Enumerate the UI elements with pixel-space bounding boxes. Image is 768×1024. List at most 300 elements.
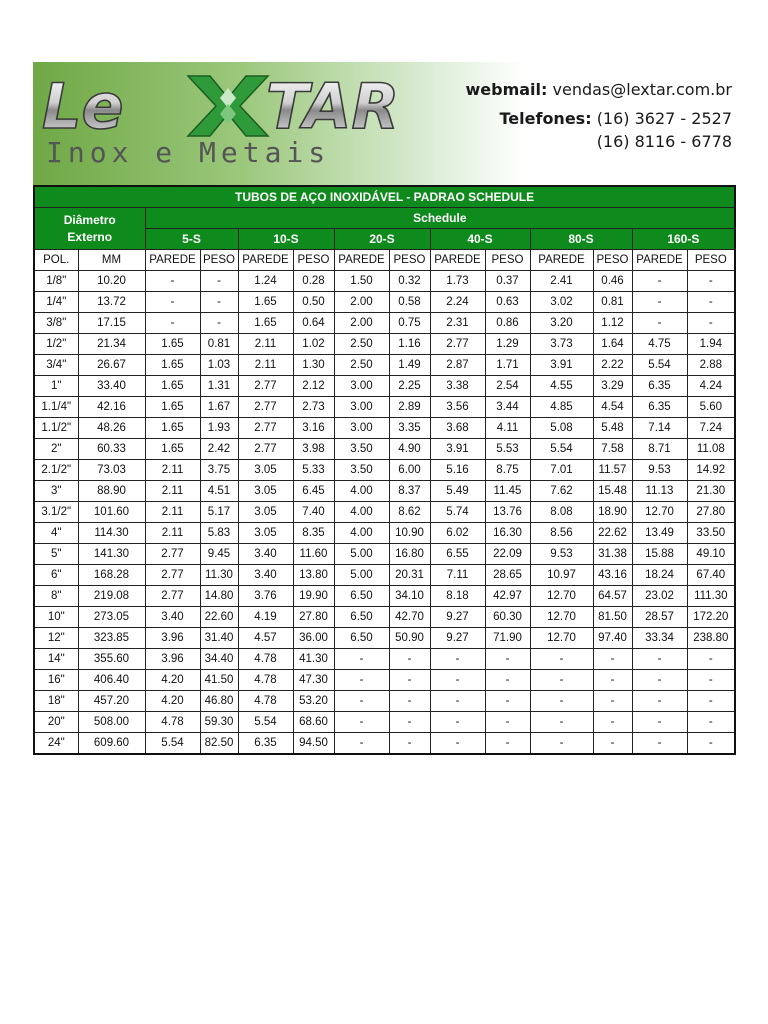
cell-parede: 15.88 (632, 544, 687, 565)
col-header-mm: MM (78, 250, 145, 271)
cell-parede: 4.78 (238, 649, 293, 670)
cell-parede: 3.00 (334, 418, 389, 439)
cell-peso: - (687, 292, 735, 313)
cell-peso: - (485, 670, 530, 691)
cell-peso: 0.86 (485, 313, 530, 334)
col-header-peso: PESO (293, 250, 334, 271)
cell-parede: - (530, 733, 593, 755)
table-row (34, 733, 735, 755)
cell-parede: 3.96 (145, 628, 200, 649)
cell-peso: 2.42 (200, 439, 238, 460)
cell-parede: 2.50 (334, 355, 389, 376)
cell-peso: - (687, 271, 735, 292)
cell-peso: - (200, 271, 238, 292)
cell-peso: - (389, 691, 430, 712)
cell-parede: 3.05 (238, 502, 293, 523)
cell-parede: 2.77 (145, 544, 200, 565)
cell-peso: 53.20 (293, 691, 334, 712)
cell-peso: 71.90 (485, 628, 530, 649)
cell-peso: 2.89 (389, 397, 430, 418)
cell-parede: - (632, 670, 687, 691)
table-row (34, 565, 735, 586)
cell-peso: 11.60 (293, 544, 334, 565)
cell-mm: 114.30 (78, 523, 145, 544)
cell-peso: 81.50 (593, 607, 632, 628)
cell-pol: 1.1/2" (34, 418, 78, 439)
cell-parede: 3.05 (238, 481, 293, 502)
table-row (34, 481, 735, 502)
cell-parede: 6.50 (334, 628, 389, 649)
cell-peso: - (593, 712, 632, 733)
cell-parede: - (334, 691, 389, 712)
cell-parede: 6.35 (632, 397, 687, 418)
cell-peso: 11.57 (593, 460, 632, 481)
table-row (34, 670, 735, 691)
cell-peso: 4.51 (200, 481, 238, 502)
cell-pol: 2.1/2" (34, 460, 78, 481)
cell-pol: 3.1/2" (34, 502, 78, 523)
cell-parede: - (430, 649, 485, 670)
cell-parede: 6.35 (238, 733, 293, 755)
cell-peso: 1.71 (485, 355, 530, 376)
cell-parede: 9.53 (530, 544, 593, 565)
cell-parede: 3.76 (238, 586, 293, 607)
cell-peso: 64.57 (593, 586, 632, 607)
cell-parede: 3.40 (145, 607, 200, 628)
cell-parede: 6.50 (334, 586, 389, 607)
schedule-header: Schedule (145, 208, 735, 229)
cell-parede: - (530, 649, 593, 670)
schedule-table (33, 185, 736, 755)
cell-parede: 2.11 (145, 502, 200, 523)
table-title: TUBOS DE AÇO INOXIDÁVEL - PADRAO SCHEDULE (34, 186, 735, 208)
cell-mm: 273.05 (78, 607, 145, 628)
cell-mm: 457.20 (78, 691, 145, 712)
table-row (34, 628, 735, 649)
cell-parede: 3.73 (530, 334, 593, 355)
cell-peso: 18.90 (593, 502, 632, 523)
cell-parede: 3.68 (430, 418, 485, 439)
table-row (34, 355, 735, 376)
phone-1: (16) 3627 - 2527 (596, 109, 732, 128)
cell-parede: 2.00 (334, 313, 389, 334)
phone-row-1 (465, 107, 732, 130)
cell-parede: 18.24 (632, 565, 687, 586)
cell-parede: 5.54 (145, 733, 200, 755)
table-row (34, 502, 735, 523)
col-header-peso: PESO (485, 250, 530, 271)
cell-parede: 2.11 (145, 523, 200, 544)
cell-parede: 2.50 (334, 334, 389, 355)
cell-peso: 6.45 (293, 481, 334, 502)
cell-pol: 1/2" (34, 334, 78, 355)
schedule-20-s: 20-S (334, 229, 430, 250)
cell-parede: 2.24 (430, 292, 485, 313)
cell-peso: - (687, 670, 735, 691)
schedule-160-s: 160-S (632, 229, 735, 250)
cell-parede: 4.20 (145, 691, 200, 712)
cell-mm: 141.30 (78, 544, 145, 565)
cell-mm: 21.34 (78, 334, 145, 355)
cell-mm: 73.03 (78, 460, 145, 481)
cell-parede: 5.54 (530, 439, 593, 460)
cell-pol: 16" (34, 670, 78, 691)
table-row (34, 271, 735, 292)
cell-parede: 6.50 (334, 607, 389, 628)
cell-parede: 4.55 (530, 376, 593, 397)
cell-peso: - (687, 313, 735, 334)
cell-peso: - (593, 733, 632, 755)
cell-peso: - (200, 292, 238, 313)
cell-peso: 1.16 (389, 334, 430, 355)
cell-peso: - (485, 733, 530, 755)
cell-parede: 8.18 (430, 586, 485, 607)
cell-peso: - (687, 712, 735, 733)
cell-peso: 8.35 (293, 523, 334, 544)
cell-peso: 9.45 (200, 544, 238, 565)
logo-subtitle: Inox e Metais (46, 136, 331, 166)
diameter-label-line2: Externo (67, 229, 113, 244)
cell-parede: 1.65 (145, 334, 200, 355)
column-subheader-row (34, 250, 735, 271)
cell-parede: - (145, 313, 200, 334)
cell-parede: - (632, 691, 687, 712)
cell-parede: 9.27 (430, 607, 485, 628)
cell-peso: 10.90 (389, 523, 430, 544)
cell-pol: 24" (34, 733, 78, 755)
cell-peso: 22.60 (200, 607, 238, 628)
table-row (34, 607, 735, 628)
cell-parede: 33.34 (632, 628, 687, 649)
diameter-label-line1: Diâmetro (63, 212, 116, 227)
cell-parede: 4.85 (530, 397, 593, 418)
cell-peso: 33.50 (687, 523, 735, 544)
col-header-parede: PAREDE (238, 250, 293, 271)
cell-peso: 3.98 (293, 439, 334, 460)
table-row (34, 460, 735, 481)
table-row (34, 397, 735, 418)
cell-parede: 1.65 (238, 313, 293, 334)
table-row (34, 292, 735, 313)
cell-parede: 9.27 (430, 628, 485, 649)
cell-mm: 10.20 (78, 271, 145, 292)
cell-parede: 10.97 (530, 565, 593, 586)
cell-pol: 14" (34, 649, 78, 670)
col-header-peso: PESO (687, 250, 735, 271)
cell-peso: - (687, 649, 735, 670)
cell-peso: 13.80 (293, 565, 334, 586)
cell-peso: 28.65 (485, 565, 530, 586)
col-header-parede: PAREDE (530, 250, 593, 271)
cell-peso: 5.48 (593, 418, 632, 439)
cell-peso: 1.67 (200, 397, 238, 418)
cell-peso: 0.81 (593, 292, 632, 313)
cell-peso: 5.60 (687, 397, 735, 418)
cell-peso: - (389, 649, 430, 670)
cell-peso: 46.80 (200, 691, 238, 712)
cell-parede: 1.65 (145, 418, 200, 439)
cell-peso: 22.09 (485, 544, 530, 565)
cell-parede: 1.73 (430, 271, 485, 292)
cell-parede: - (145, 271, 200, 292)
cell-peso: 16.80 (389, 544, 430, 565)
table-row (34, 418, 735, 439)
cell-peso: 1.30 (293, 355, 334, 376)
cell-parede: 6.35 (632, 376, 687, 397)
phone-row-2 (465, 130, 732, 153)
cell-parede: 3.02 (530, 292, 593, 313)
cell-parede: 7.14 (632, 418, 687, 439)
cell-parede: 2.87 (430, 355, 485, 376)
cell-parede: 8.08 (530, 502, 593, 523)
col-header-parede: PAREDE (145, 250, 200, 271)
cell-parede: - (334, 670, 389, 691)
cell-peso: 7.58 (593, 439, 632, 460)
cell-peso: 111.30 (687, 586, 735, 607)
cell-peso: 1.03 (200, 355, 238, 376)
cell-peso: 2.73 (293, 397, 334, 418)
cell-peso: 14.80 (200, 586, 238, 607)
cell-peso: 41.50 (200, 670, 238, 691)
table-row (34, 586, 735, 607)
lextar-logo (38, 70, 428, 166)
cell-pol: 18" (34, 691, 78, 712)
cell-peso: 19.90 (293, 586, 334, 607)
cell-peso: 42.70 (389, 607, 430, 628)
cell-parede: 2.31 (430, 313, 485, 334)
cell-parede: 2.11 (238, 355, 293, 376)
cell-mm: 355.60 (78, 649, 145, 670)
schedule-5-s: 5-S (145, 229, 238, 250)
cell-parede: 3.38 (430, 376, 485, 397)
schedule-10-s: 10-S (238, 229, 334, 250)
cell-peso: 22.62 (593, 523, 632, 544)
cell-peso: 60.30 (485, 607, 530, 628)
cell-parede: 12.70 (530, 628, 593, 649)
cell-parede: 4.20 (145, 670, 200, 691)
table-row (34, 544, 735, 565)
col-header-peso: PESO (389, 250, 430, 271)
cell-peso: 31.38 (593, 544, 632, 565)
cell-peso: 11.08 (687, 439, 735, 460)
cell-peso: 21.30 (687, 481, 735, 502)
cell-parede: 2.77 (238, 439, 293, 460)
cell-parede: 2.77 (430, 334, 485, 355)
cell-peso: 2.22 (593, 355, 632, 376)
cell-parede: 11.13 (632, 481, 687, 502)
cell-parede: 3.50 (334, 439, 389, 460)
cell-peso: 0.37 (485, 271, 530, 292)
cell-peso: 13.76 (485, 502, 530, 523)
cell-peso: 3.29 (593, 376, 632, 397)
cell-peso: - (687, 733, 735, 755)
cell-mm: 323.85 (78, 628, 145, 649)
cell-peso: 16.30 (485, 523, 530, 544)
diameter-header (34, 208, 145, 250)
cell-peso: 0.50 (293, 292, 334, 313)
cell-peso: 1.29 (485, 334, 530, 355)
cell-parede: 2.77 (238, 397, 293, 418)
cell-peso: 1.12 (593, 313, 632, 334)
cell-parede: 4.57 (238, 628, 293, 649)
cell-peso: 15.48 (593, 481, 632, 502)
cell-peso: 47.30 (293, 670, 334, 691)
cell-parede: 4.75 (632, 334, 687, 355)
cell-mm: 17.15 (78, 313, 145, 334)
cell-parede: 1.65 (145, 355, 200, 376)
cell-peso: - (687, 691, 735, 712)
cell-parede: - (334, 712, 389, 733)
cell-pol: 3" (34, 481, 78, 502)
cell-pol: 1/4" (34, 292, 78, 313)
cell-parede: 1.65 (145, 439, 200, 460)
cell-parede: 7.01 (530, 460, 593, 481)
webmail-value: vendas@lextar.com.br (552, 80, 732, 99)
cell-parede: 1.65 (145, 376, 200, 397)
cell-mm: 48.26 (78, 418, 145, 439)
cell-peso: 0.75 (389, 313, 430, 334)
cell-parede: 2.11 (145, 481, 200, 502)
cell-parede: 13.49 (632, 523, 687, 544)
cell-mm: 13.72 (78, 292, 145, 313)
cell-parede: 8.71 (632, 439, 687, 460)
cell-peso: 27.80 (293, 607, 334, 628)
cell-parede: 4.00 (334, 502, 389, 523)
cell-peso: - (593, 670, 632, 691)
cell-pol: 12" (34, 628, 78, 649)
cell-peso: 41.30 (293, 649, 334, 670)
cell-peso: 1.93 (200, 418, 238, 439)
cell-parede: - (632, 712, 687, 733)
cell-peso: 67.40 (687, 565, 735, 586)
cell-parede: 5.49 (430, 481, 485, 502)
cell-parede: 5.54 (632, 355, 687, 376)
cell-parede: 28.57 (632, 607, 687, 628)
cell-parede: 3.96 (145, 649, 200, 670)
cell-peso: 8.75 (485, 460, 530, 481)
webmail-label: webmail: (465, 80, 548, 99)
col-header-parede: PAREDE (334, 250, 389, 271)
cell-peso: 2.12 (293, 376, 334, 397)
cell-parede: 4.78 (238, 670, 293, 691)
cell-parede: 3.20 (530, 313, 593, 334)
schedule-table-wrap (33, 185, 734, 755)
cell-peso: 3.75 (200, 460, 238, 481)
cell-peso: 1.64 (593, 334, 632, 355)
schedule-80-s: 80-S (530, 229, 632, 250)
cell-peso: 0.64 (293, 313, 334, 334)
cell-parede: 1.50 (334, 271, 389, 292)
header-banner (33, 62, 734, 186)
cell-peso: - (200, 313, 238, 334)
cell-parede: - (334, 649, 389, 670)
cell-parede: - (145, 292, 200, 313)
cell-peso: 3.16 (293, 418, 334, 439)
cell-parede: 4.00 (334, 523, 389, 544)
cell-parede: 1.65 (145, 397, 200, 418)
cell-parede: - (530, 712, 593, 733)
cell-mm: 168.28 (78, 565, 145, 586)
cell-peso: 31.40 (200, 628, 238, 649)
table-row (34, 376, 735, 397)
cell-parede: 1.24 (238, 271, 293, 292)
cell-parede: - (430, 733, 485, 755)
cell-parede: 5.00 (334, 565, 389, 586)
cell-peso: - (485, 649, 530, 670)
cell-peso: 5.83 (200, 523, 238, 544)
cell-peso: 34.10 (389, 586, 430, 607)
cell-peso: 0.81 (200, 334, 238, 355)
table-body (34, 271, 735, 755)
cell-peso: - (593, 649, 632, 670)
cell-peso: 34.40 (200, 649, 238, 670)
cell-parede: - (530, 691, 593, 712)
cell-pol: 8" (34, 586, 78, 607)
cell-parede: - (334, 733, 389, 755)
table-row (34, 712, 735, 733)
cell-peso: 4.24 (687, 376, 735, 397)
logo-left-letters: Le (42, 70, 124, 143)
cell-parede: 3.05 (238, 523, 293, 544)
cell-peso: 50.90 (389, 628, 430, 649)
cell-parede: 7.11 (430, 565, 485, 586)
cell-pol: 1.1/4" (34, 397, 78, 418)
cell-peso: 6.00 (389, 460, 430, 481)
cell-peso: 59.30 (200, 712, 238, 733)
cell-mm: 33.40 (78, 376, 145, 397)
cell-peso: 3.44 (485, 397, 530, 418)
contact-info (465, 78, 732, 153)
cell-peso: - (485, 691, 530, 712)
cell-mm: 26.67 (78, 355, 145, 376)
cell-mm: 88.90 (78, 481, 145, 502)
logo-right-letters: TAR (266, 70, 400, 143)
cell-parede: 2.77 (238, 376, 293, 397)
cell-mm: 42.16 (78, 397, 145, 418)
cell-parede: 3.00 (334, 376, 389, 397)
cell-parede: 3.56 (430, 397, 485, 418)
table-row (34, 313, 735, 334)
col-header-peso: PESO (200, 250, 238, 271)
cell-parede: 12.70 (530, 607, 593, 628)
cell-parede: - (632, 733, 687, 755)
cell-peso: 238.80 (687, 628, 735, 649)
cell-parede: 2.77 (145, 565, 200, 586)
cell-parede: 2.77 (145, 586, 200, 607)
cell-peso: 14.92 (687, 460, 735, 481)
cell-mm: 219.08 (78, 586, 145, 607)
col-header-peso: PESO (593, 250, 632, 271)
cell-parede: 5.54 (238, 712, 293, 733)
cell-peso: 1.02 (293, 334, 334, 355)
cell-mm: 406.40 (78, 670, 145, 691)
cell-peso: 11.30 (200, 565, 238, 586)
cell-parede: 3.40 (238, 565, 293, 586)
cell-parede: 6.02 (430, 523, 485, 544)
cell-parede: 7.62 (530, 481, 593, 502)
cell-peso: 2.54 (485, 376, 530, 397)
cell-peso: 1.31 (200, 376, 238, 397)
cell-peso: 36.00 (293, 628, 334, 649)
cell-peso: 0.28 (293, 271, 334, 292)
cell-parede: 3.00 (334, 397, 389, 418)
cell-parede: 9.53 (632, 460, 687, 481)
table-row (34, 439, 735, 460)
cell-peso: 0.58 (389, 292, 430, 313)
cell-peso: 0.32 (389, 271, 430, 292)
cell-peso: 4.90 (389, 439, 430, 460)
cell-pol: 6" (34, 565, 78, 586)
